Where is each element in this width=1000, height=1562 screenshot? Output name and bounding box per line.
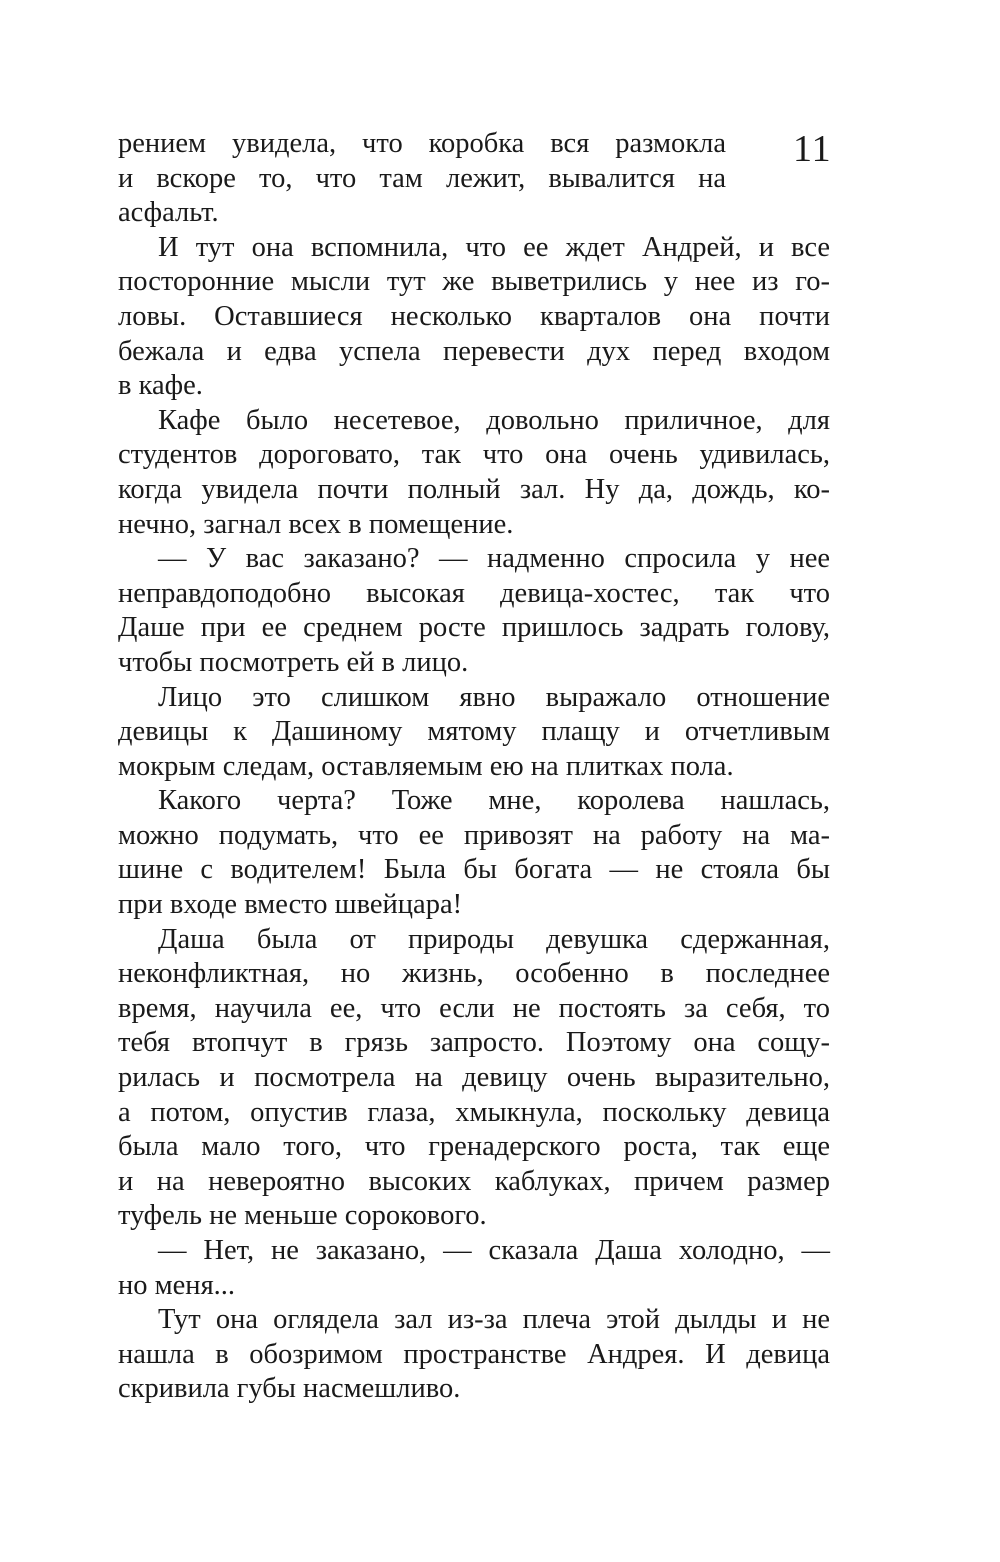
text-line: асфальт.: [118, 197, 219, 229]
text-line: нашла в обозримом пространстве Андрея. И девица: [118, 1338, 830, 1370]
text-line: Лицо это слишком явно выражало отношение: [158, 681, 830, 713]
text-line: тебя втопчут в грязь запросто. Поэтому она сощу-: [118, 1027, 830, 1059]
text-line: Кафе было несетевое, довольно приличное, для: [158, 404, 830, 436]
text-line: а потом, опустив глаза, хмыкнула, поскольку девица: [118, 1096, 830, 1128]
text-line: но меня...: [118, 1269, 236, 1301]
text-line: бежала и едва успела перевести дух перед входом: [118, 335, 830, 367]
text-line: рением увидела, что коробка вся размокла: [118, 128, 726, 159]
text-line: неправдоподобно высокая девица-хостес, так что: [118, 577, 830, 609]
text-line: Какого черта? Тоже мне, королева нашлась,: [158, 785, 830, 817]
text-line: И тут она вспомнила, что ее ждет Андрей, и все: [158, 231, 830, 263]
text-line: девицы к Дашиному мятому плащу и отчетливым: [118, 716, 830, 748]
text-line: можно подумать, что ее привозят на работу на ма-: [118, 819, 830, 851]
text-line: посторонние мысли тут же выветрились у нее из го-: [118, 266, 830, 298]
text-line: скривила губы насмешливо.: [118, 1373, 461, 1405]
text-line: при входе вместо швейцара!: [118, 889, 463, 921]
text-line: рилась и посмотрела на девицу очень выразительно,: [118, 1062, 830, 1094]
body-text: [118, 127, 830, 1407]
text-line: чтобы посмотреть ей в лицо.: [118, 646, 469, 678]
text-line: шине с водителем! Была бы богата — не стояла бы: [118, 854, 830, 886]
text-line: время, научила ее, что если не постоять за себя, то: [118, 992, 830, 1024]
text-line: — Нет, не заказано, — сказала Даша холодно, —: [158, 1235, 830, 1266]
text-line: нечно, загнал всех в помещение.: [118, 508, 514, 540]
text-line: туфель не меньше сорокового.: [118, 1200, 487, 1232]
text-line: — У вас заказано? — надменно спросила у нее: [158, 543, 830, 575]
text-line: Даша была от природы девушка сдержанная,: [158, 923, 830, 955]
text-line: мокрым следам, оставляемым ею на плитках пола.: [118, 750, 734, 782]
text-line: ловы. Оставшиеся несколько кварталов она почти: [118, 300, 830, 332]
page-number: 11: [793, 128, 832, 170]
text-line: в кафе.: [118, 370, 203, 402]
text-line: неконфликтная, но жизнь, особенно в последнее: [118, 958, 830, 990]
text-line: и на невероятно высоких каблуках, причем размер: [118, 1165, 830, 1197]
text-line: студентов дороговато, так что она очень удивилась,: [118, 439, 830, 471]
text-line: была мало того, что гренадерского роста, так еще: [118, 1131, 830, 1163]
text-line: и вскоре то, что там лежит, вывалится на: [118, 162, 726, 194]
text-line: Тут она оглядела зал из-за плеча этой дылды и не: [158, 1304, 830, 1336]
text-line: когда увидела почти полный зал. Ну да, дождь, ко-: [118, 473, 830, 505]
text-line: Даше при ее среднем росте пришлось задрать голову,: [118, 612, 830, 644]
